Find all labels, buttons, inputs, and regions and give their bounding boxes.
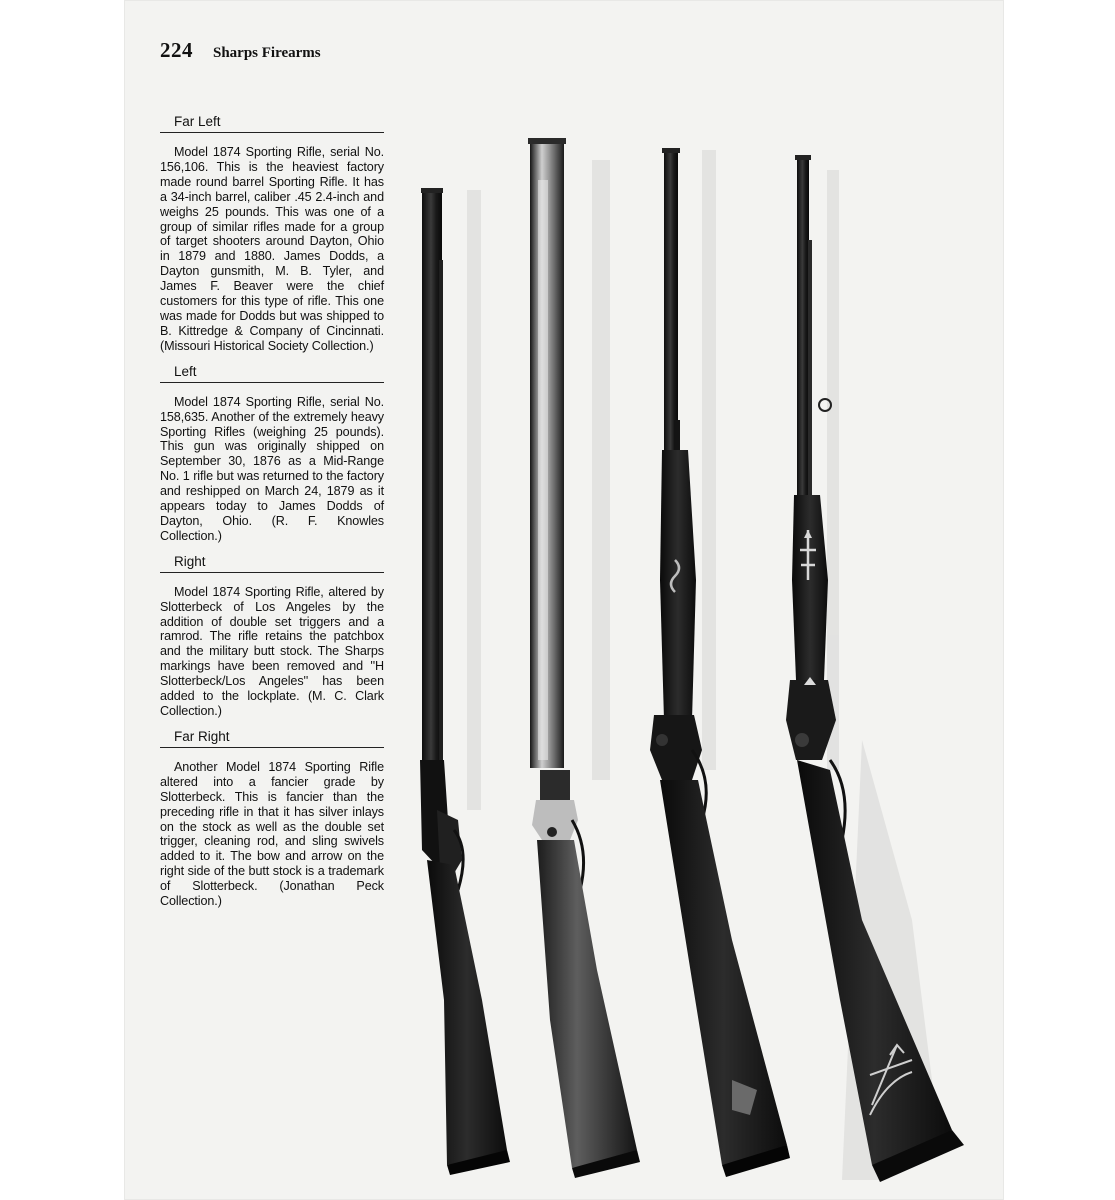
section-body: Model 1874 Sporting Rifle, serial No. 156,106. This is the heaviest factory made round barrel Sporting Rifle. It has a 34-inch barrel, caliber .45 2.4-inch and weighs 25 pounds. This was one of a group of similar rifles made for a group of target shooters around Dayton, Ohio in 1879 and 1880. James Dodds, a Dayton gunsmith, M. B. Tyler, and James F. Beaver were the chief customers for this type of rifle. This one was made for Dodds but was shipped to B. Kittredge & Company of Cincinnati. (Missouri Historical Society Collection.) [160, 145, 384, 353]
page-header [160, 38, 321, 63]
section-body: Model 1874 Sporting Rifle, altered by Slotterbeck of Los Angeles by the addition of double set triggers and a ramrod. The rifle retains the patchbox and the military butt stock. The Sharps markings have been removed and ''H Slotterbeck/Los Angeles'' has been added to the lockplate. (M. C. Clark Collection.) [160, 584, 384, 718]
running-title: Sharps Firearms [213, 45, 321, 61]
rifle-right-icon [650, 148, 790, 1177]
caption-column [160, 114, 384, 919]
section-heading: Far Left [160, 114, 384, 133]
section-far-left [160, 114, 384, 354]
section-body: Another Model 1874 Sporting Rifle altered into a fancier grade by Slotterbeck. This is fancier than the preceding rifle in that it has silver inlays on the stock as well as the double set trigger, cleaning rod, and sling swivels added to it. The bow and arrow on the right side of the butt stock is a trademark of Slotterbeck. (Jonathan Peck Collection.) [160, 759, 384, 909]
rifles-photograph [392, 120, 1004, 1200]
section-heading: Left [160, 364, 384, 383]
rifle-far-right-icon [786, 155, 964, 1182]
rifle-left-icon [528, 138, 640, 1178]
page-number: 224 [160, 38, 193, 62]
section-left [160, 364, 384, 544]
section-far-right [160, 729, 384, 909]
section-body: Model 1874 Sporting Rifle, serial No. 158,635. Another of the extremely heavy Sporting Rifles (weighing 25 pounds). This gun was originally shipped on September 30, 1876 as a Mid-Range No. 1 rifle but was returned to the factory and reshipped on March 24, 1879 as it appears today to James Dodds of Dayton, Ohio. (R. F. Knowles Collection.) [160, 394, 384, 543]
section-heading: Far Right [160, 729, 384, 748]
rifle-far-left-icon [420, 188, 510, 1175]
section-right [160, 554, 384, 719]
section-heading: Right [160, 554, 384, 573]
